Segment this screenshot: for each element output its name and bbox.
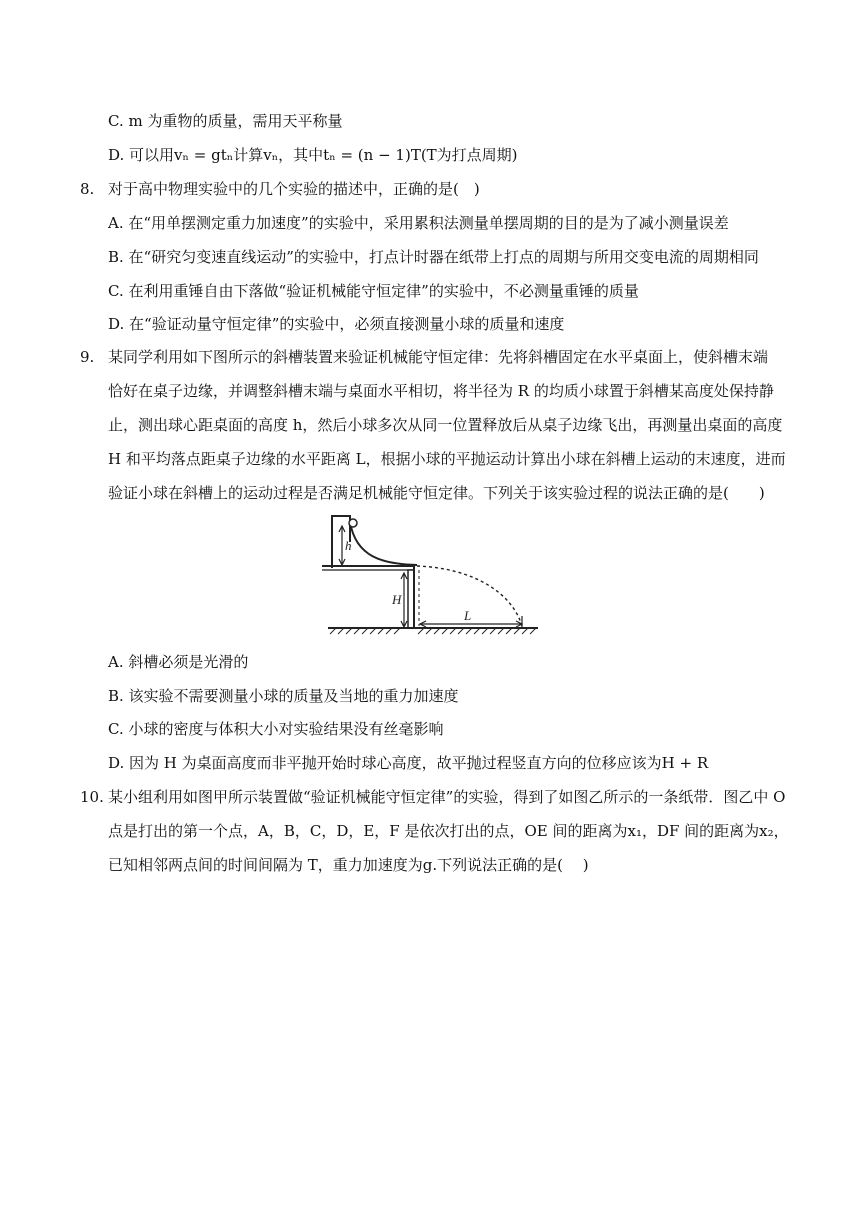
question-9-line-1: 某同学利用如下图所示的斜槽装置来验证机械能守恒定律：先将斜槽固定在水平桌面上，使斜槽末端: [108, 348, 769, 366]
question-9-option-d: D. 因为 H 为桌面高度而非平抛开始时球心高度，故平抛过程竖直方向的位移应该为H + R: [108, 754, 709, 772]
question-8-option-d: D. 在“验证动量守恒定律”的实验中，必须直接测量小球的质量和速度: [108, 315, 565, 333]
question-9-line-4: H 和平均落点距桌子边缘的水平距离 L，根据小球的平抛运动计算出小球在斜槽上运动的末速度，进而: [108, 450, 786, 468]
question-8-option-a: A. 在“用单摆测定重力加速度”的实验中，采用累积法测量单摆周期的目的是为了减小测量误差: [108, 214, 729, 232]
question-8-option-b: B. 在“研究匀变速直线运动”的实验中，打点计时器在纸带上打点的周期与所用交变电流的周期相同: [108, 248, 759, 266]
ramp-projectile-figure: [322, 512, 540, 640]
question-9-line-3: 止，测出球心距桌面的高度 h，然后小球多次从同一位置释放后从桌子边缘飞出，再测量出桌面的高度: [108, 416, 783, 434]
question-8-number: 8.: [80, 180, 95, 198]
question-9-line-2: 恰好在桌子边缘，并调整斜槽末端与桌面水平相切，将半径为 R 的均质小球置于斜槽某高度处保持静: [108, 382, 774, 400]
label-H: H: [392, 592, 402, 607]
question-8-option-c: C. 在利用重锤自由下落做“验证机械能守恒定律”的实验中，不必测量重锤的质量: [108, 282, 639, 300]
question-9-number: 9.: [80, 348, 95, 366]
option-c-prev: C. m 为重物的质量，需用天平称量: [108, 112, 343, 130]
question-10-line-3: 已知相邻两点间的时间间隔为 T，重力加速度为g.下列说法正确的是( ): [108, 856, 589, 874]
question-10-line-2: 点是打出的第一个点，A，B，C，D，E，F 是依次打出的点，OE 间的距离为x₁，DF 间的距离为x₂，: [108, 822, 789, 840]
question-10-line-1: 某小组利用如图甲所示装置做“验证机械能守恒定律”的实验，得到了如图乙所示的一条纸带．图乙中 O: [108, 788, 786, 806]
question-9-line-5: 验证小球在斜槽上的运动过程是否满足机械能守恒定律。下列关于该实验过程的说法正确的是( ): [108, 484, 765, 502]
question-9-option-c: C. 小球的密度与体积大小对实验结果没有丝毫影响: [108, 720, 444, 738]
question-9-option-a: A. 斜槽必须是光滑的: [108, 653, 249, 671]
question-10-number: 10.: [80, 788, 104, 806]
ramp-curve: [350, 522, 417, 565]
label-L: L: [464, 608, 472, 623]
question-9-option-b: B. 该实验不需要测量小球的质量及当地的重力加速度: [108, 687, 459, 705]
ball: [349, 519, 357, 527]
label-h: h: [345, 538, 352, 553]
question-8-text: 对于高中物理实验中的几个实验的描述中，正确的是( ): [108, 180, 480, 198]
option-d-prev: D. 可以用vₙ = gtₙ计算vₙ，其中tₙ = (n − 1)T(T为打点周期): [108, 146, 518, 164]
